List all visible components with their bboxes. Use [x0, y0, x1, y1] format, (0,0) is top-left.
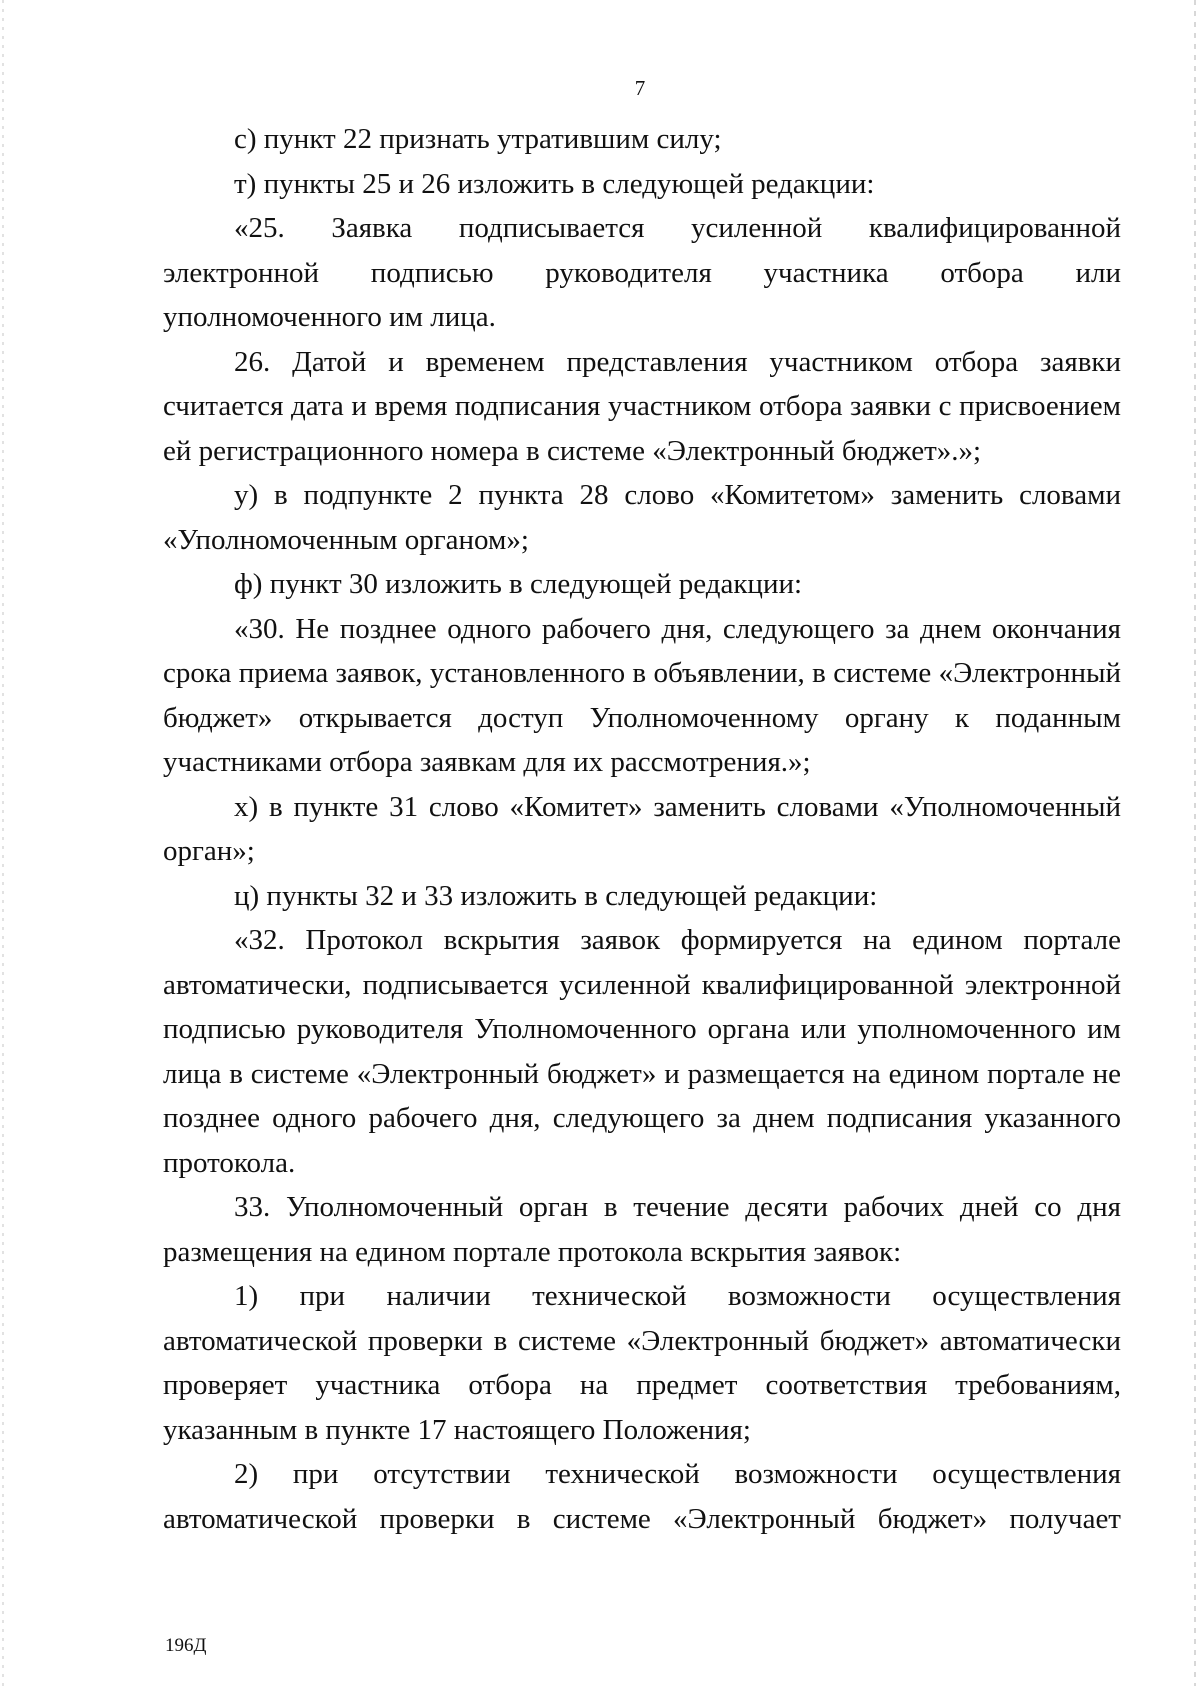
scan-edge-right — [1194, 0, 1196, 1686]
paragraph-26: 26. Датой и временем представления участником отбора заявки считается дата и время подписания участником отбора заявки с присвоением ей регистрационного номера в системе «Электронный бюджет».»; — [163, 345, 1121, 467]
paragraph-f: ф) пункт 30 изложить в следующей редакции: — [234, 568, 803, 600]
paragraph-ts: ц) пункты 32 и 33 изложить в следующей редакции: — [234, 879, 878, 912]
document-body — [163, 117, 1121, 1541]
paragraph-33-2: 2) при отсутствии технической возможности осуществления автоматической проверки в системе «Электронный бюджет» получает — [163, 1458, 1121, 1535]
paragraph-s: с) пункт 22 признать утратившим силу; — [234, 123, 722, 155]
paragraph-30: «30. Не позднее одного рабочего дня, следующего за днем окончания срока приема заявок, установленного в объявлении, в системе «Электронный бюджет» открывается доступ Уполномоченному органу к поданным участниками отбора заявкам для их рассмотрения.»; — [163, 612, 1121, 778]
paragraph-25: «25. Заявка подписывается усиленной квалифицированной электронной подписью руководителя участника отбора или уполномоченного им лица. — [163, 212, 1121, 333]
paragraph-32: «32. Протокол вскрытия заявок формируется на едином портале автоматически, подписывается усиленной квалифицированной электронной подписью руководителя Уполномоченного органа или уполномоченного им лица в системе «Электронный бюджет» и размещается на едином портале не позднее одного рабочего дня, следующего за днем подписания указанного протокола. — [163, 924, 1121, 1179]
page-number: 7 — [634, 76, 646, 100]
paragraph-h: х) в пункте 31 слово «Комитет» заменить словами «Уполномоченный орган»; — [163, 790, 1121, 867]
paragraph-u: у) в подпункте 2 пункта 28 слово «Комитетом» заменить словами «Уполномоченным органом»; — [163, 479, 1121, 556]
paragraph-33-1: 1) при наличии технической возможности осуществления автоматической проверки в системе «Электронный бюджет» автоматически проверяет участника отбора на предмет соответствия требованиям, указанным в пункте 17 настоящего Положения; — [163, 1280, 1121, 1446]
document-code: 196Д — [165, 1635, 207, 1656]
paragraph-33: 33. Уполномоченный орган в течение десяти рабочих дней со дня размещения на едином портале протокола вскрытия заявок: — [163, 1191, 1121, 1268]
paragraph-t: т) пункты 25 и 26 изложить в следующей редакции: — [234, 167, 875, 200]
scan-edge-left — [2, 0, 4, 1686]
